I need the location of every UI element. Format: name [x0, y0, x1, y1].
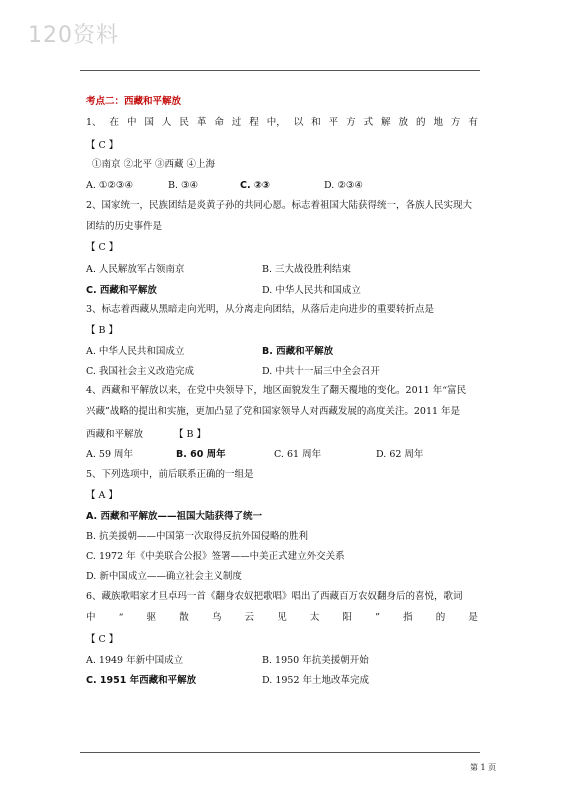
q5-option-d: D. 新中国成立——确立社会主义制度	[86, 571, 242, 582]
q1-stem-char: 中，	[266, 117, 286, 128]
q6-option-a: A. 1949 年新中国成立	[86, 655, 184, 666]
q1-stem-char: 以	[293, 117, 304, 128]
section-title: 考点二：西藏和平解放	[86, 96, 182, 107]
q4-stem-line3: 西藏和平解放	[86, 429, 144, 440]
q1-stem-char: 国	[144, 117, 154, 128]
q3-option-b: B. 西藏和平解放	[262, 346, 334, 357]
q6-stem-char: “	[118, 612, 124, 623]
q6-stem-char: 驱	[146, 612, 157, 623]
q6-stem-char: 指	[403, 612, 413, 623]
q4-option-a: A. 59 周年	[86, 449, 134, 460]
q6-stem-char: ”	[375, 612, 380, 623]
q1-option-b: B. ③④	[168, 180, 199, 191]
q6-option-b: B. 1950 年抗美援朝开始	[262, 655, 369, 666]
q2-option-c: C. 西藏和平解放	[86, 285, 157, 296]
q1-stem-char: 的	[415, 117, 426, 128]
q6-stem-char: 云	[244, 612, 255, 623]
q1-option-c: C. ②③	[240, 180, 270, 191]
q1-stem-char: 1、	[86, 117, 102, 128]
q1-stem-char: 方	[450, 117, 461, 128]
q3-option-d: D. 中共十一届三中全会召开	[262, 366, 380, 377]
q6-stem-char: 中	[86, 612, 96, 623]
q2-option-a: A. 人民解放军占领南京	[86, 264, 185, 275]
q1-stem-char: 在	[109, 117, 120, 128]
q6-stem-line1: 6、藏族歌唱家才旦卓玛一首《翻身农奴把歌唱》唱出了西藏百万农奴翻身后的喜悦，歌词	[86, 591, 463, 602]
q1-stem-char: 放	[398, 117, 409, 128]
q1-stem-char: 民	[179, 117, 189, 128]
q6-stem-char: 见	[277, 612, 287, 623]
q5-stem: 5、下列选项中，前后联系正确的一组是	[86, 469, 254, 480]
q1-stem-char: 人	[161, 117, 172, 128]
q6-stem-char: 的	[435, 612, 446, 623]
q2-stem-line1: 2、国家统一，民族团结是炎黄子孙的共同心愿。标志着祖国大陆获得统一，各族人民实现大	[86, 200, 473, 211]
q1-stem-char: 革	[196, 117, 207, 128]
watermark: 120资料	[28, 23, 119, 48]
q1-items: ①南京 ②北平 ③西藏 ④上海	[92, 159, 216, 170]
q6-option-d: D. 1952 年土地改革完成	[262, 675, 370, 686]
q5-option-a: A. 西藏和平解放——祖国大陆获得了统一	[86, 511, 262, 522]
q3-option-a: A. 中华人民共和国成立	[86, 346, 185, 357]
q1-stem-char: 地	[433, 117, 443, 128]
q5-answer: 【 A 】	[86, 490, 118, 501]
q1-stem-char: 有	[468, 117, 478, 128]
q4-stem-line1: 4、西藏和平解放以来，在党中央领导下，地区面貌发生了翻天覆地的变化。2011 年“富民	[86, 385, 467, 396]
q4-option-b: B. 60 周年	[176, 449, 226, 460]
footer-rule	[80, 752, 480, 753]
q1-stem-char: 过	[231, 117, 242, 128]
q6-stem-char: 是	[468, 612, 478, 623]
q1-answer: 【 C 】	[86, 140, 119, 151]
q5-option-c: C. 1972 年《中美联合公报》签署——中美正式建立外交关系	[86, 551, 345, 562]
q1-stem-char: 解	[381, 117, 391, 128]
q6-answer: 【 C 】	[86, 634, 119, 645]
q1-stem-char: 程	[249, 117, 259, 128]
q6-stem-char: 阳	[342, 612, 352, 623]
q4-stem-line2: 兴藏”战略的提出和实施，更加凸显了党和国家领导人对西藏发展的高度关注。2011 年是	[86, 406, 461, 417]
q1-option-a: A. ①②③④	[86, 180, 133, 191]
q6-stem-line2	[86, 612, 478, 624]
q1-stem-char: 中	[126, 117, 137, 128]
q4-answer: 【 B 】	[174, 429, 207, 440]
q1-stem-char: 命	[214, 117, 224, 128]
q3-answer: 【 B 】	[86, 325, 119, 336]
q2-option-b: B. 三大战役胜利结束	[262, 264, 352, 275]
q2-stem-line2: 团结的历史事件是	[86, 221, 163, 232]
page-number: 第 1 页	[470, 763, 497, 772]
q6-stem-char: 散	[179, 612, 189, 623]
q1-stem-char: 式	[363, 117, 374, 128]
q1-stem	[86, 117, 478, 129]
q1-stem-char: 平	[328, 117, 339, 128]
q6-option-c: C. 1951 年西藏和平解放	[86, 675, 197, 686]
q2-answer: 【 C 】	[86, 242, 119, 253]
q1-stem-char: 方	[346, 117, 356, 128]
q1-option-d: D. ②③④	[324, 180, 363, 191]
q1-stem-char: 和	[311, 117, 321, 128]
header-rule	[80, 70, 480, 71]
q2-option-d: D. 中华人民共和国成立	[262, 285, 361, 296]
q4-option-d: D. 62 周年	[376, 449, 424, 460]
q6-stem-char: 乌	[211, 612, 222, 623]
q3-option-c: C. 我国社会主义改造完成	[86, 366, 194, 377]
q5-option-b: B. 抗美援朝——中国第一次取得反抗外国侵略的胜利	[86, 531, 309, 542]
q4-option-c: C. 61 周年	[274, 449, 322, 460]
q6-stem-char: 太	[309, 612, 320, 623]
q3-stem: 3、标志着西藏从黑暗走向光明，从分离走向团结，从落后走向进步的重要转折点是	[86, 304, 435, 315]
